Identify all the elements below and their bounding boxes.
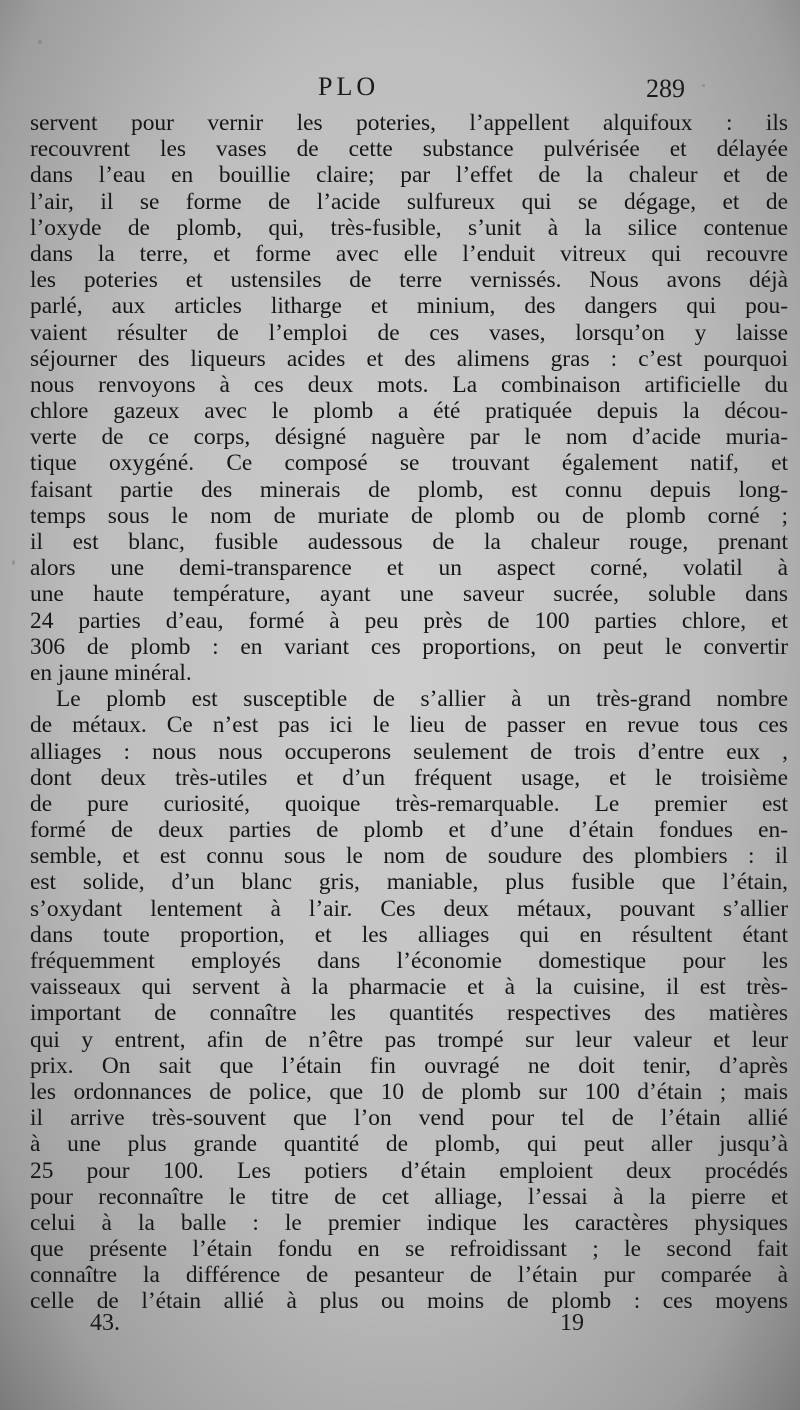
text-line: de pure curiosité, quoique très-remarquable. Le premier est	[30, 790, 788, 817]
text-line: dans la terre, et forme avec elle l’enduit vitreux qui recouvre	[30, 240, 788, 267]
text-line: tique oxygéné. Ce composé se trouvant également natif, et	[30, 450, 788, 477]
text-line: à une plus grande quantité de plomb, qui peut aller jusqu’à	[30, 1131, 788, 1158]
text-line: recouvrent les vases de cette substance pulvérisée et délayée	[30, 136, 788, 163]
text-line: de métaux. Ce n’est pas ici le lieu de passer en revue tous ces	[30, 712, 788, 739]
sheet-number: 19	[560, 1310, 584, 1336]
text-line: important de connaître les quantités respectives des matières	[30, 1000, 788, 1027]
text-line: alors une demi-transparence et un aspect corné, volatil à	[30, 555, 788, 582]
text-line: temps sous le nom de muriate de plomb ou de plomb corné ;	[30, 502, 788, 529]
text-line: 306 de plomb : en variant ces proportions, on peut le convertir	[30, 633, 788, 660]
text-line: l’air, il se forme de l’acide sulfureux qui se dégage, et de	[30, 188, 788, 215]
paper-speck	[38, 40, 42, 44]
text-line: dans l’eau en bouillie claire; par l’effet de la chaleur et de	[30, 162, 788, 189]
text-line: vaisseaux qui servent à la pharmacie et à la cuisine, il est très-	[30, 974, 788, 1001]
text-line: les poteries et ustensiles de terre vernissés. Nous avons déjà	[30, 267, 788, 294]
text-line: 24 parties d’eau, formé à peu près de 100 parties chlore, et	[30, 607, 788, 634]
page-footer	[0, 1310, 800, 1346]
body-text	[30, 110, 788, 1315]
text-line: formé de deux parties de plomb et d’une d’étain fondues en-	[30, 817, 788, 844]
text-line: chlore gazeux avec le plomb a été pratiquée depuis la décou-	[30, 398, 788, 425]
text-line: verte de ce corps, désigné naguère par le nom d’acide muria-	[30, 424, 788, 451]
text-line: l’oxyde de plomb, qui, très-fusible, s’unit à la silice contenue	[30, 214, 788, 241]
text-line: est solide, d’un blanc gris, maniable, plus fusible que l’étain,	[30, 869, 788, 896]
page-number: 289	[646, 74, 685, 103]
text-line: pour reconnaître le titre de cet alliage, l’essai à la pierre et	[30, 1183, 788, 1210]
text-line: faisant partie des minerais de plomb, est connu depuis long-	[30, 476, 788, 503]
running-head: PLO	[318, 72, 380, 101]
text-line: les ordonnances de police, que 10 de plomb sur 100 d’étain ; mais	[30, 1078, 788, 1105]
text-line: celle de l’étain allié à plus ou moins de plomb : ces moyens	[30, 1288, 788, 1315]
text-line: qui y entrent, afin de n’être pas trompé sur leur valeur et leur	[30, 1026, 788, 1053]
paragraph-start-line: Le plomb est susceptible de s’allier à un très-grand nombre	[56, 686, 788, 713]
text-line: dans toute proportion, et les alliages qui en résultent étant	[30, 921, 788, 948]
text-line: semble, et est connu sous le nom de soudure des plombiers : il	[30, 843, 788, 870]
text-line: prix. On sait que l’étain fin ouvragé ne doit tenir, d’après	[30, 1052, 788, 1079]
text-line: 25 pour 100. Les potiers d’étain emploient deux procédés	[30, 1157, 788, 1184]
text-line: vaient résulter de l’emploi de ces vases, lorsqu’on y laisse	[30, 319, 788, 346]
signature-mark: 43.	[90, 1310, 120, 1336]
text-line: il est blanc, fusible audessous de la chaleur rouge, prenant	[30, 529, 788, 555]
text-line: il arrive très-souvent que l’on vend pour tel de l’étain allié	[30, 1105, 788, 1132]
text-line: que présente l’étain fondu en se refroidissant ; le second fait	[30, 1236, 788, 1263]
text-line: servent pour vernir les poteries, l’appellent alquifoux : ils	[30, 110, 788, 136]
text-line: connaître la différence de pesanteur de l’étain pur comparée à	[30, 1262, 788, 1289]
text-line: séjourner des liqueurs acides et des alimens gras : c’est pourquoi	[30, 345, 788, 372]
page-header	[0, 72, 800, 112]
text-line: nous renvoyons à ces deux mots. La combinaison artificielle du	[30, 371, 788, 398]
text-line: parlé, aux articles litharge et minium, des dangers qui pou-	[30, 293, 788, 320]
text-line: celui à la balle : le premier indique les caractères physiques	[30, 1209, 788, 1236]
text-line: dont deux très-utiles et d’un fréquent usage, et le troisième	[30, 764, 788, 791]
text-line: une haute température, ayant une saveur sucrée, soluble dans	[30, 581, 788, 608]
paper-speck	[12, 560, 15, 565]
text-line: s’oxydant lentement à l’air. Ces deux métaux, pouvant s’allier	[30, 895, 788, 922]
text-line: alliages : nous nous occuperons seulement de trois d’entre eux ,	[30, 738, 788, 765]
paragraph-end-line: en jaune minéral.	[30, 659, 192, 686]
text-line: fréquemment employés dans l’économie domestique pour les	[30, 948, 788, 974]
